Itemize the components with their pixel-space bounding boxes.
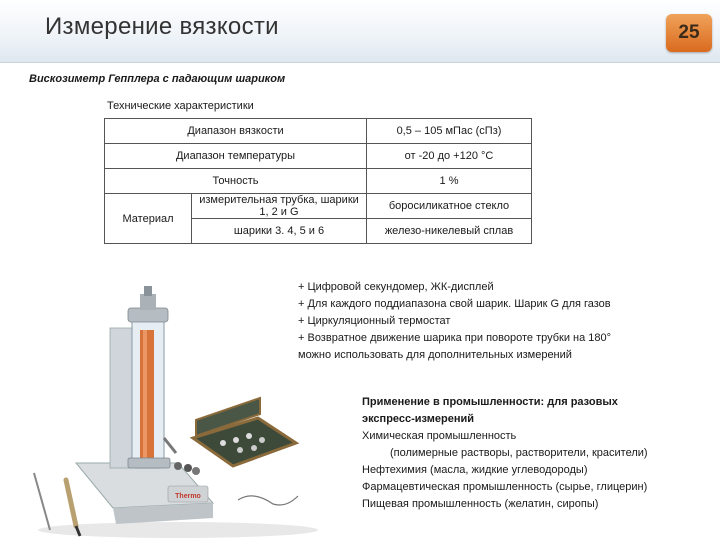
feature-item: можно использовать для дополнительных измерений [298, 349, 572, 361]
slide-header [0, 0, 720, 63]
table-cell-value: боросиликатное стекло [367, 194, 532, 219]
table-cell-part: шарики 3. 4, 5 и 6 [192, 219, 367, 244]
feature-item: + Циркуляционный термостат [298, 315, 451, 327]
table-row [105, 169, 532, 194]
feature-item: + Возвратное движение шарика при повороте трубки на 180° [298, 332, 612, 344]
application-item: Фармацевтическая промышленность (сырье, глицерин) [362, 481, 648, 493]
application-item: (полимерные растворы, растворители, красители) [390, 447, 648, 459]
table-cell-param: Диапазон температуры [105, 144, 367, 169]
application-item: Нефтехимия (масла, жидкие углеводороды) [362, 464, 588, 476]
brand-label: Thermo [175, 493, 201, 500]
table-row [105, 144, 532, 169]
applications-block [362, 394, 648, 513]
table-cell-param: Точность [105, 169, 367, 194]
slide-number-badge: 25 [666, 14, 712, 52]
features-list [298, 279, 611, 364]
slide-title: Измерение вязкости [45, 13, 279, 40]
feature-item: + Цифровой секундомер, ЖК-дисплей [298, 281, 494, 293]
applications-heading: Применение в промышленности: для разовых [362, 396, 618, 408]
material-label-cell: Материал [105, 194, 192, 244]
application-item: Химическая промышленность [362, 430, 517, 442]
applications-heading: экспресс-измерений [362, 413, 475, 425]
table-cell-value: железо-никелевый сплав [367, 219, 532, 244]
table-cell-param: Диапазон вязкости [105, 119, 367, 144]
table-cell-value: 0,5 – 105 мПас (сПз) [367, 119, 532, 144]
table-cell-value: 1 % [367, 169, 532, 194]
table-cell-value: от -20 до +120 °С [367, 144, 532, 169]
specs-caption: Технические характеристики [107, 100, 254, 112]
viscometer-photo [28, 268, 328, 540]
application-item: Пищевая промышленность (желатин, сиропы) [362, 498, 599, 510]
table-row [105, 194, 532, 219]
table-cell-part: измерительная трубка, шарики 1, 2 и G [192, 194, 367, 219]
specs-table [104, 118, 532, 244]
table-row [105, 119, 532, 144]
feature-item: + Для каждого поддиапазона свой шарик. Шарик G для газов [298, 298, 611, 310]
slide-subtitle: Вискозиметр Гепплера с падающим шариком [29, 73, 286, 85]
